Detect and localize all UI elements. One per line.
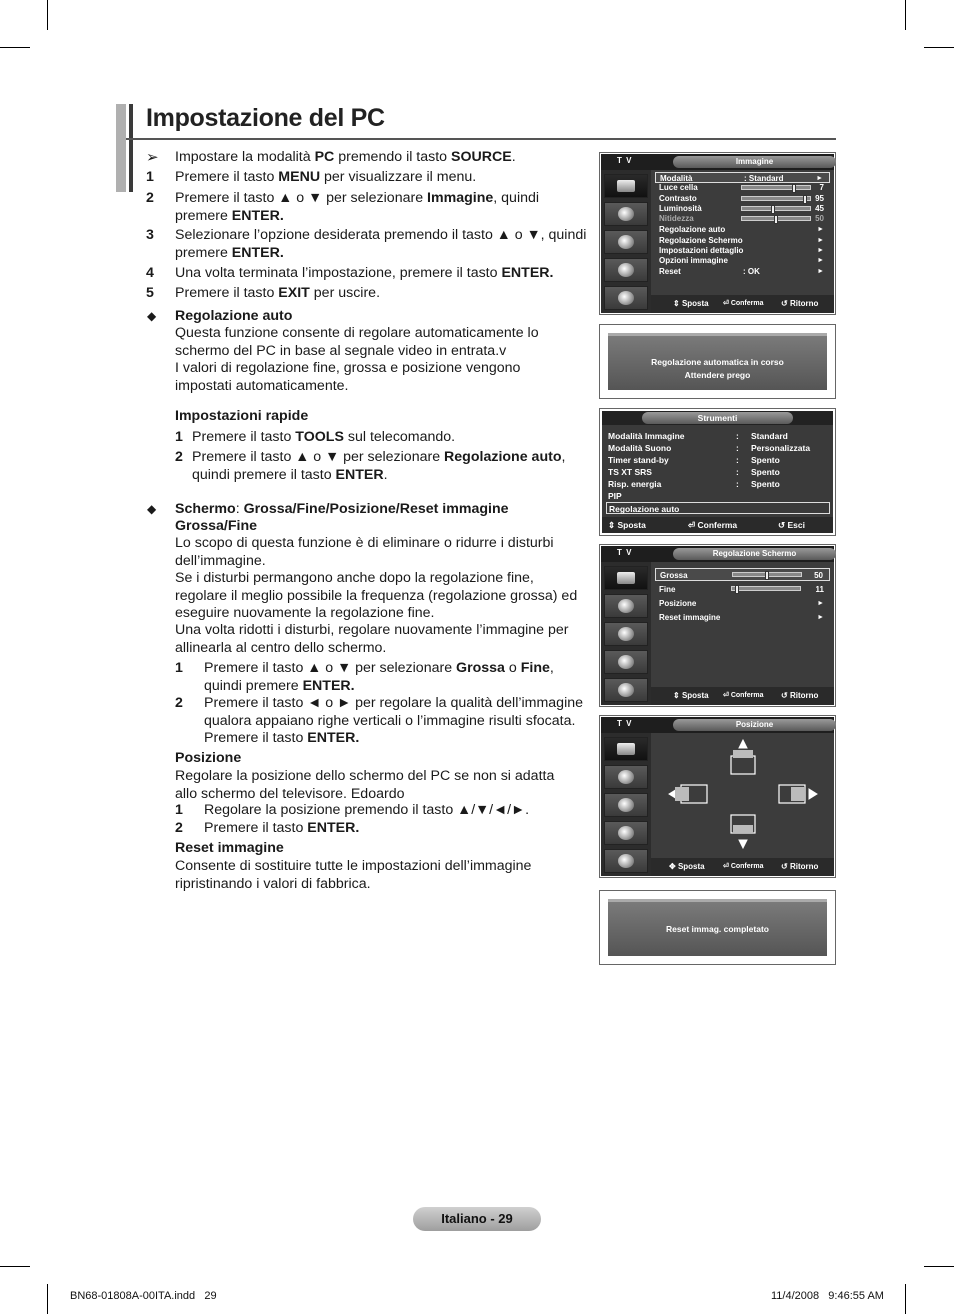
step-text: Regolare la posizione premendo il tasto ▲/▼/◄/►. <box>204 802 530 818</box>
step-text: Premere il tasto ◄ o ► per regolare la qualità dell’immagine qualora appaiano righe verticali o l’immagine risulti sfocata. Premere il tasto ENTER. <box>204 695 584 746</box>
step-number: 1 <box>146 169 154 185</box>
step-text: Una volta terminata l’impostazione, premere il tasto ENTER. <box>175 265 554 281</box>
move-hint: ⇕ Sposta <box>673 691 709 700</box>
up-box <box>731 756 755 774</box>
input-menu-icon[interactable] <box>604 286 648 310</box>
tools-row[interactable]: PIP <box>608 491 622 501</box>
confirm-hint: ⏎ Conferma <box>688 520 738 530</box>
crop-mark <box>47 1284 48 1314</box>
bullet-diamond: ◆ <box>147 309 157 323</box>
step-number: 1 <box>175 429 183 445</box>
slider-fine[interactable] <box>731 586 801 591</box>
bullet-diamond: ◆ <box>147 502 157 516</box>
move-hint: ⇕ Sposta <box>608 520 646 530</box>
page-number: Italiano - 29 <box>413 1207 541 1231</box>
osd-title: Posizione <box>673 719 836 731</box>
input-menu-icon[interactable] <box>604 849 648 873</box>
subheading: Reset immagine <box>175 840 284 856</box>
subheading: Grossa/Fine <box>175 518 258 534</box>
osd-sidebar <box>601 733 651 876</box>
slider-luminosita[interactable] <box>741 206 811 211</box>
message-line: Reset immag. completato <box>666 924 769 934</box>
footer-date: 11/4/2008 9:46:55 AM <box>771 1290 884 1302</box>
paragraph: Se i disturbi permangono anche dopo la regolazione fine, regolare il meglio possibile la frequenza (regolazione grossa) ed eseguire nuovamente la regolazione fine. <box>175 570 578 621</box>
sound-menu-icon[interactable] <box>604 202 648 226</box>
osd-immagine <box>599 152 836 315</box>
step-number: 5 <box>146 285 154 301</box>
exit-hint: ↺ Esci <box>778 520 805 530</box>
move-hint: ⇕ Sposta <box>673 299 709 308</box>
paragraph: Regolare la posizione dello schermo del PC se non si adatta allo schermo del televisore. Edoardo <box>175 768 555 802</box>
paragraph: Consente di sostituire tutte le impostazioni dell’immagine ripristinando i valori di fabbrica. <box>175 858 532 892</box>
osd-footer <box>651 687 834 705</box>
menu-row-fine[interactable]: Fine 11 <box>659 585 824 594</box>
step-text: Premere il tasto ENTER. <box>204 820 360 836</box>
tools-menu <box>599 408 836 536</box>
step-text: Premere il tasto ▲ o ▼ per selezionare Regolazione auto, quindi premere il tasto ENTER. <box>192 449 566 483</box>
subheading: Posizione <box>175 750 242 766</box>
osd-title: Immagine <box>673 156 836 168</box>
picture-menu-icon[interactable] <box>604 566 648 590</box>
menu-row-posizione[interactable]: Posizione ► <box>659 599 824 608</box>
sound-menu-icon[interactable] <box>604 765 648 789</box>
menu-row-luminosita[interactable]: Luminosità 45 <box>659 204 824 213</box>
crop-mark <box>905 1284 906 1314</box>
tools-row[interactable]: TS XT SRS : Spento <box>608 467 780 477</box>
input-menu-icon[interactable] <box>604 678 648 702</box>
paragraph: I valori di regolazione fine, grossa e posizione vengono impostati automaticamente. <box>175 360 521 394</box>
step-text: Premere il tasto TOOLS sul telecomando. <box>192 429 456 445</box>
setup-menu-icon[interactable] <box>604 821 648 845</box>
osd-tv-label: T V <box>617 719 633 728</box>
picture-menu-icon[interactable] <box>604 174 648 198</box>
menu-row-grossa[interactable]: Grossa 50 <box>655 568 830 581</box>
title-rule <box>126 138 836 140</box>
osd-footer <box>651 858 834 876</box>
osd-menu-list <box>655 172 830 295</box>
step-text: Premere il tasto MENU per visualizzare il menu. <box>175 169 477 185</box>
osd-title: Regolazione Schermo <box>673 548 836 560</box>
message-line: Regolazione automatica in corso <box>651 357 784 367</box>
title-accent-bar <box>129 104 133 192</box>
osd-sidebar <box>601 170 651 313</box>
step-text: Premere il tasto EXIT per uscire. <box>175 285 381 301</box>
tools-header <box>602 411 833 425</box>
confirm-hint: ⏎ Conferma <box>723 863 764 870</box>
osd-regolazione-schermo <box>599 544 836 707</box>
down-arrow-icon <box>739 840 747 848</box>
osd-header <box>601 717 834 733</box>
step-text: Premere il tasto ▲ o ▼ per selezionare Grossa o Fine, quindi premere ENTER. <box>204 660 554 694</box>
channel-menu-icon[interactable] <box>604 230 648 254</box>
channel-menu-icon[interactable] <box>604 793 648 817</box>
menu-row-modalita[interactable]: Modalità : Standard ► <box>655 172 830 183</box>
osd-header <box>601 154 834 170</box>
step-number: 2 <box>175 449 183 465</box>
osd-footer <box>651 295 834 313</box>
slider-nitidezza <box>741 216 811 221</box>
back-hint: ↺ Ritorno <box>781 299 819 308</box>
menu-row-reset-immagine[interactable]: Reset immagine ► <box>659 613 824 622</box>
tools-footer <box>602 517 833 533</box>
paragraph: Questa funzione consente di regolare automaticamente lo schermo del PC in base al segnale video in entrata.v <box>175 325 539 359</box>
setup-menu-icon[interactable] <box>604 258 648 282</box>
position-arrows[interactable] <box>655 737 831 857</box>
step-number: 1 <box>175 660 183 676</box>
tools-row[interactable]: Timer stand-by : Spento <box>608 455 780 465</box>
tools-row[interactable]: Modalità Suono : Personalizzata <box>608 443 811 453</box>
tools-title: Strumenti <box>642 412 793 424</box>
slider-luce-cella[interactable] <box>741 185 811 190</box>
channel-menu-icon[interactable] <box>604 622 648 646</box>
page-title: Impostazione del PC <box>146 104 385 132</box>
crop-mark <box>47 0 48 30</box>
osd-tv-label: T V <box>617 548 633 557</box>
step-number: 1 <box>175 802 183 818</box>
step-text: Selezionare l’opzione desiderata premendo il tasto ▲ o ▼, quindi premere ENTER. <box>175 227 587 261</box>
confirm-hint: ⏎ Conferma <box>723 692 764 699</box>
slider-contrasto[interactable] <box>741 196 811 201</box>
step-text: Premere il tasto ▲ o ▼ per selezionare Immagine, quindi premere ENTER. <box>175 190 540 224</box>
setup-menu-icon[interactable] <box>604 650 648 674</box>
crop-mark <box>0 1266 30 1267</box>
step-number: 2 <box>175 820 183 836</box>
slider-grossa[interactable] <box>732 572 802 577</box>
up-arrow-icon <box>739 740 747 748</box>
back-hint: ↺ Ritorno <box>781 862 819 871</box>
step-number: 3 <box>146 227 154 243</box>
tools-row[interactable]: Modalità Immagine : Standard <box>608 431 788 441</box>
crop-mark <box>924 1266 954 1267</box>
step-number: 4 <box>146 265 154 281</box>
tools-row-selected[interactable]: Regolazione auto <box>606 502 830 514</box>
menu-row-opzioni-immagine[interactable]: Opzioni immagine ► <box>659 256 824 265</box>
intro-arrow: ➢ <box>146 149 159 166</box>
tools-row[interactable]: Risp. energia : Spento <box>608 479 780 489</box>
section-heading: Schermo: Grossa/Fine/Posizione/Reset immagine <box>175 501 509 517</box>
right-arrow-icon <box>809 789 817 799</box>
paragraph: Una volta ridotti i disturbi, regolare nuovamente l’immagine per allinearla al centro dello schermo. <box>175 622 569 656</box>
step-number: 2 <box>175 695 183 711</box>
osd-header <box>601 546 834 562</box>
osd-tv-label: T V <box>617 156 633 165</box>
menu-row-reset[interactable]: Reset : OK ► <box>659 267 824 276</box>
intro-line: Impostare la modalità PC premendo il tasto SOURCE. <box>175 149 516 165</box>
footer-file: BN68-01808A-00ITA.indd 29 <box>70 1290 217 1302</box>
move-hint: ✥ Sposta <box>669 862 705 871</box>
menu-row-impostazioni-dettaglio[interactable]: Impostazioni dettaglio ► <box>659 246 824 255</box>
title-accent-bar <box>116 104 126 192</box>
reset-complete-message <box>599 890 836 965</box>
osd-posizione <box>599 715 836 878</box>
crop-mark <box>905 0 906 30</box>
paragraph: Lo scopo di questa funzione è di eliminare o ridurre i disturbi dell’immagine. <box>175 535 554 569</box>
sound-menu-icon[interactable] <box>604 594 648 618</box>
menu-row-regolazione-auto[interactable]: Regolazione auto ► <box>659 225 824 234</box>
menu-row-luce-cella[interactable]: Luce cella 7 <box>659 183 824 192</box>
back-hint: ↺ Ritorno <box>781 691 819 700</box>
confirm-hint: ⏎ Conferma <box>723 300 764 307</box>
crop-mark <box>0 47 30 48</box>
picture-menu-icon[interactable] <box>604 737 648 761</box>
menu-row-regolazione-schermo[interactable]: Regolazione Schermo ► <box>659 236 824 245</box>
osd-menu-list <box>655 564 830 687</box>
message-line: Attendere prego <box>684 370 751 380</box>
subheading: Impostazioni rapide <box>175 408 309 424</box>
auto-adjust-message <box>599 324 836 399</box>
osd-sidebar <box>601 562 651 705</box>
menu-row-nitidezza: Nitidezza 50 <box>659 214 824 223</box>
crop-mark <box>924 47 954 48</box>
menu-row-contrasto[interactable]: Contrasto 95 <box>659 194 824 203</box>
section-heading: Regolazione auto <box>175 308 293 324</box>
step-number: 2 <box>146 190 154 206</box>
